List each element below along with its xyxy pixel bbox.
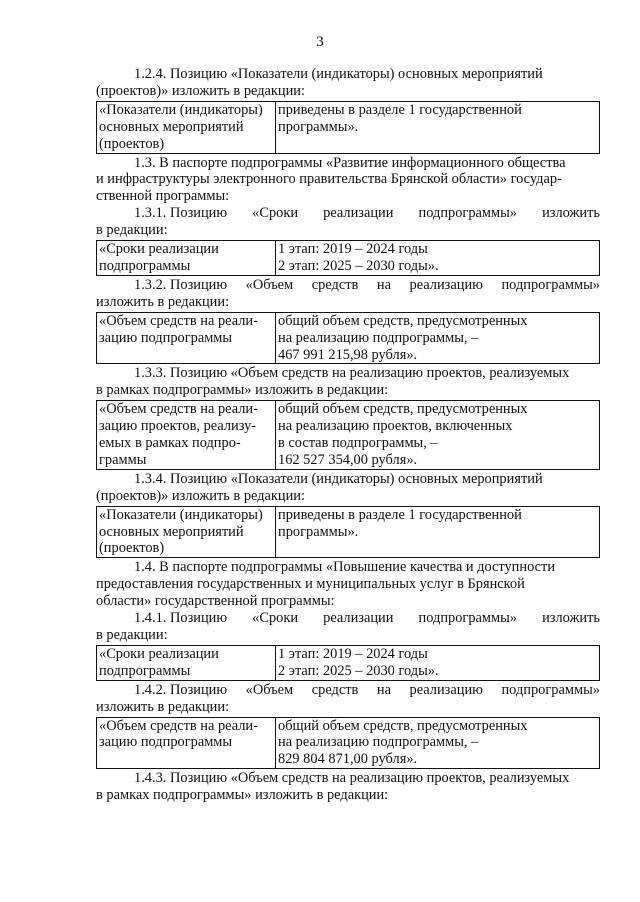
document-body: [96, 66, 600, 804]
position-value-cell: 1 этап: 2019 – 2024 годы 2 этап: 2025 – 2030 годы».: [276, 645, 600, 680]
position-table-terms-2: [96, 645, 600, 681]
position-table-indicators-1: [96, 101, 600, 154]
position-value-cell: приведены в разделе 1 государственной программы».: [276, 101, 600, 153]
position-name-cell: «Сроки реализации подпрограммы: [97, 241, 276, 276]
page-number: 3: [316, 34, 324, 50]
paragraph-1-4: 1.4. В паспорте подпрограммы «Повышение качества и доступности предоставления государственных и муниципальных услуг в Брянской области» государственной программы:: [96, 559, 556, 610]
position-table-project-funding-1: [96, 400, 600, 470]
position-name-cell: «Сроки реализации подпрограммы: [97, 645, 276, 680]
paragraph-1-3: 1.3. В паспорте подпрограммы «Развитие информационного общества и инфраструктуры электронного правительства Брянской области» государ- ственной программы:: [96, 154, 566, 205]
paragraph-1-4-3: 1.4.3. Позицию «Объем средств на реализацию проектов, реализуемых в рамках подпрограммы» изложить в редакции:: [96, 770, 570, 804]
position-name-cell: «Показатели (индикаторы) основных мероприятий (проектов): [97, 506, 276, 558]
position-table-funding-1: [96, 312, 600, 365]
paragraph-1-4-2: 1.4.2. Позицию «Объем средств на реализацию подпрограммы» изложить в редакции:: [96, 681, 600, 715]
paragraph-1-4-1: 1.4.1. Позицию «Сроки реализации подпрограммы» изложить в редакции:: [96, 610, 600, 643]
paragraph-1-3-1: 1.3.1. Позицию «Сроки реализации подпрограммы» изложить в редакции:: [96, 205, 600, 239]
position-value-cell: общий объем средств, предусмотренных на реализацию проектов, включенных в состав подпрограммы, – 162 527 354,00 рубля».: [276, 401, 600, 470]
position-value-cell: приведены в разделе 1 государственной программы».: [276, 506, 600, 558]
position-name-cell: «Показатели (индикаторы) основных мероприятий (проектов): [97, 101, 276, 153]
position-name-cell: «Объем средств на реали- зацию проектов, реализу- емых в рамках подпро- граммы: [97, 401, 276, 470]
position-table-funding-2: [96, 717, 600, 770]
paragraph-1-3-2: 1.3.2. Позицию «Объем средств на реализацию подпрограммы» изложить в редакции:: [96, 276, 600, 310]
position-table-indicators-2: [96, 506, 600, 559]
position-value-cell: общий объем средств, предусмотренных на реализацию подпрограммы, – 467 991 215,98 рубля».: [276, 312, 600, 364]
position-name-cell: «Объем средств на реали- зацию подпрограммы: [97, 717, 276, 769]
position-value-cell: общий объем средств, предусмотренных на реализацию подпрограммы, – 829 804 871,00 рубля».: [276, 717, 600, 769]
paragraph-1-3-3: 1.3.3. Позицию «Объем средств на реализацию проектов, реализуемых в рамках подпрограммы» изложить в редакции:: [96, 365, 570, 399]
paragraph-1-3-4: 1.3.4. Позицию «Показатели (индикаторы) основных мероприятий (проектов)» изложить в редакции:: [96, 470, 543, 504]
paragraph-1-2-4: 1.2.4. Позицию «Показатели (индикаторы) основных мероприятий (проектов)» изложить в редакции:: [96, 66, 543, 99]
position-name-cell: «Объем средств на реали- зацию подпрограммы: [97, 312, 276, 364]
position-value-cell: 1 этап: 2019 – 2024 годы 2 этап: 2025 – 2030 годы».: [276, 241, 600, 276]
position-table-terms-1: [96, 240, 600, 276]
